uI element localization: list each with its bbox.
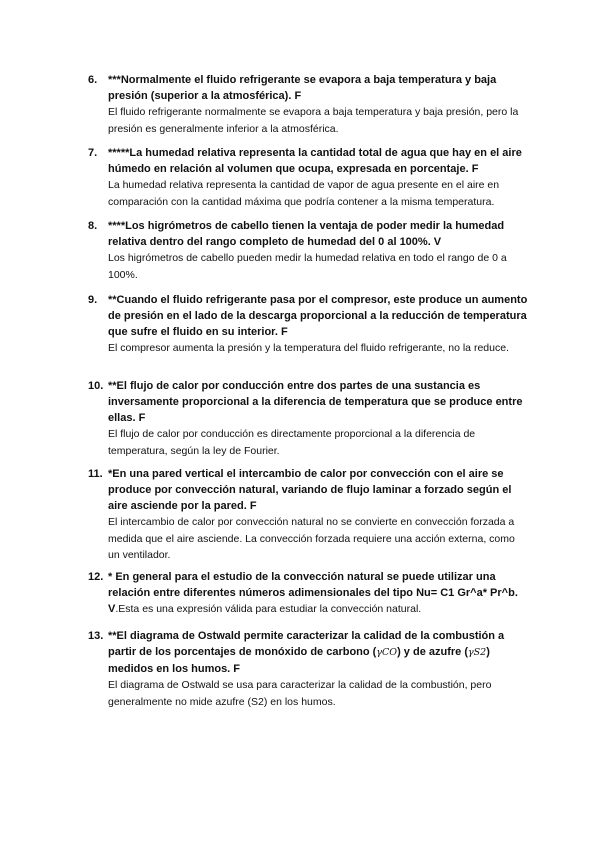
question-6 <box>88 72 528 137</box>
question-number: 10. <box>88 380 104 392</box>
question-8 <box>88 218 528 283</box>
question-statement: *En una pared vertical el intercambio de calor por convección con el aire se produce por convección natural, variando de flujo laminar a forzado según el aire asciende por la pared. F <box>108 468 512 512</box>
question-statement: ***Normalmente el fluido refrigerante se evapora a baja temperatura y baja presión (superior a la atmosférica). F <box>108 74 497 102</box>
question-number: 8. <box>88 220 98 232</box>
question-12 <box>88 569 528 617</box>
question-explanation: El flujo de calor por conducción es directamente proporcional a la diferencia de temperatura, según la ley de Fourier. <box>108 428 476 457</box>
question-statement: ****Los higrómetros de cabello tienen la ventaja de poder medir la humedad relativa dentro del rango completo de humedad del 0 al 100%. V <box>108 220 505 248</box>
question-statement <box>108 628 528 677</box>
question-statement: **El flujo de calor por conducción entre dos partes de una sustancia es inversamente proporcional a la diferencia de temperatura que se produce entre ellas. F <box>108 380 523 424</box>
statement-text-part2: ) y de azufre ( <box>397 646 468 658</box>
question-statement-text: * En general para el estudio de la convección natural se puede utilizar una relación entre diferentes números adimensionales del tipo Nu= C1 Gr^a* Pr^b. V <box>108 571 518 615</box>
question-number: 13. <box>88 630 104 642</box>
question-7 <box>88 145 528 210</box>
question-explanation: El intercambio de calor por convección natural no se convierte en convección forzada a medida que el aire asciende. La convección forzada requiere una acción externa, como un ventilador. <box>108 516 515 561</box>
question-explanation: El diagrama de Ostwald se usa para caracterizar la calidad de la combustión, pero generalmente no mide azufre (S2) en los humos. <box>108 679 492 708</box>
question-explanation: .Esta es una expresión válida para estudiar la convección natural. <box>115 603 422 615</box>
question-13 <box>88 628 528 710</box>
question-10 <box>88 378 528 459</box>
question-statement <box>108 569 528 617</box>
question-11 <box>88 466 528 564</box>
question-explanation: La humedad relativa representa la cantidad de vapor de agua presente en el aire en comparación con la cantidad máxima que podría contener a la misma temperatura. <box>108 179 500 208</box>
question-statement: **Cuando el fluido refrigerante pasa por el compresor, este produce un aumento de presión en el lado de la descarga proporcional a la reducción de temperatura que sufre el fluido en su interior. F <box>108 294 528 338</box>
question-statement: *****La humedad relativa representa la cantidad total de agua que hay en el aire húmedo en relación al volumen que ocupa, expresada en porcentaje. F <box>108 147 522 175</box>
question-number: 7. <box>88 147 98 159</box>
question-number: 11. <box>88 468 103 480</box>
question-number: 9. <box>88 294 98 306</box>
statement-text-part3: ) medidos en los humos. F <box>108 646 490 675</box>
question-number: 6. <box>88 74 98 86</box>
question-explanation: Los higrómetros de cabello pueden medir la humedad relativa en todo el rango de 0 a 100%. <box>108 252 507 281</box>
formula-co: γCO <box>376 647 398 658</box>
formula-s2: γS2 <box>467 647 487 658</box>
question-number: 12. <box>88 571 104 583</box>
question-9 <box>88 292 528 357</box>
statement-text-part1: **El diagrama de Ostwald permite caracterizar la calidad de la combustión a partir de los porcentajes de monóxido de carbono ( <box>108 630 505 658</box>
question-explanation: El fluido refrigerante normalmente se evapora a baja temperatura y baja presión, pero la presión es generalmente inferior a la atmosférica. <box>108 106 519 135</box>
question-explanation: El compresor aumenta la presión y la temperatura del fluido refrigerante, no la reduce. <box>108 342 509 354</box>
